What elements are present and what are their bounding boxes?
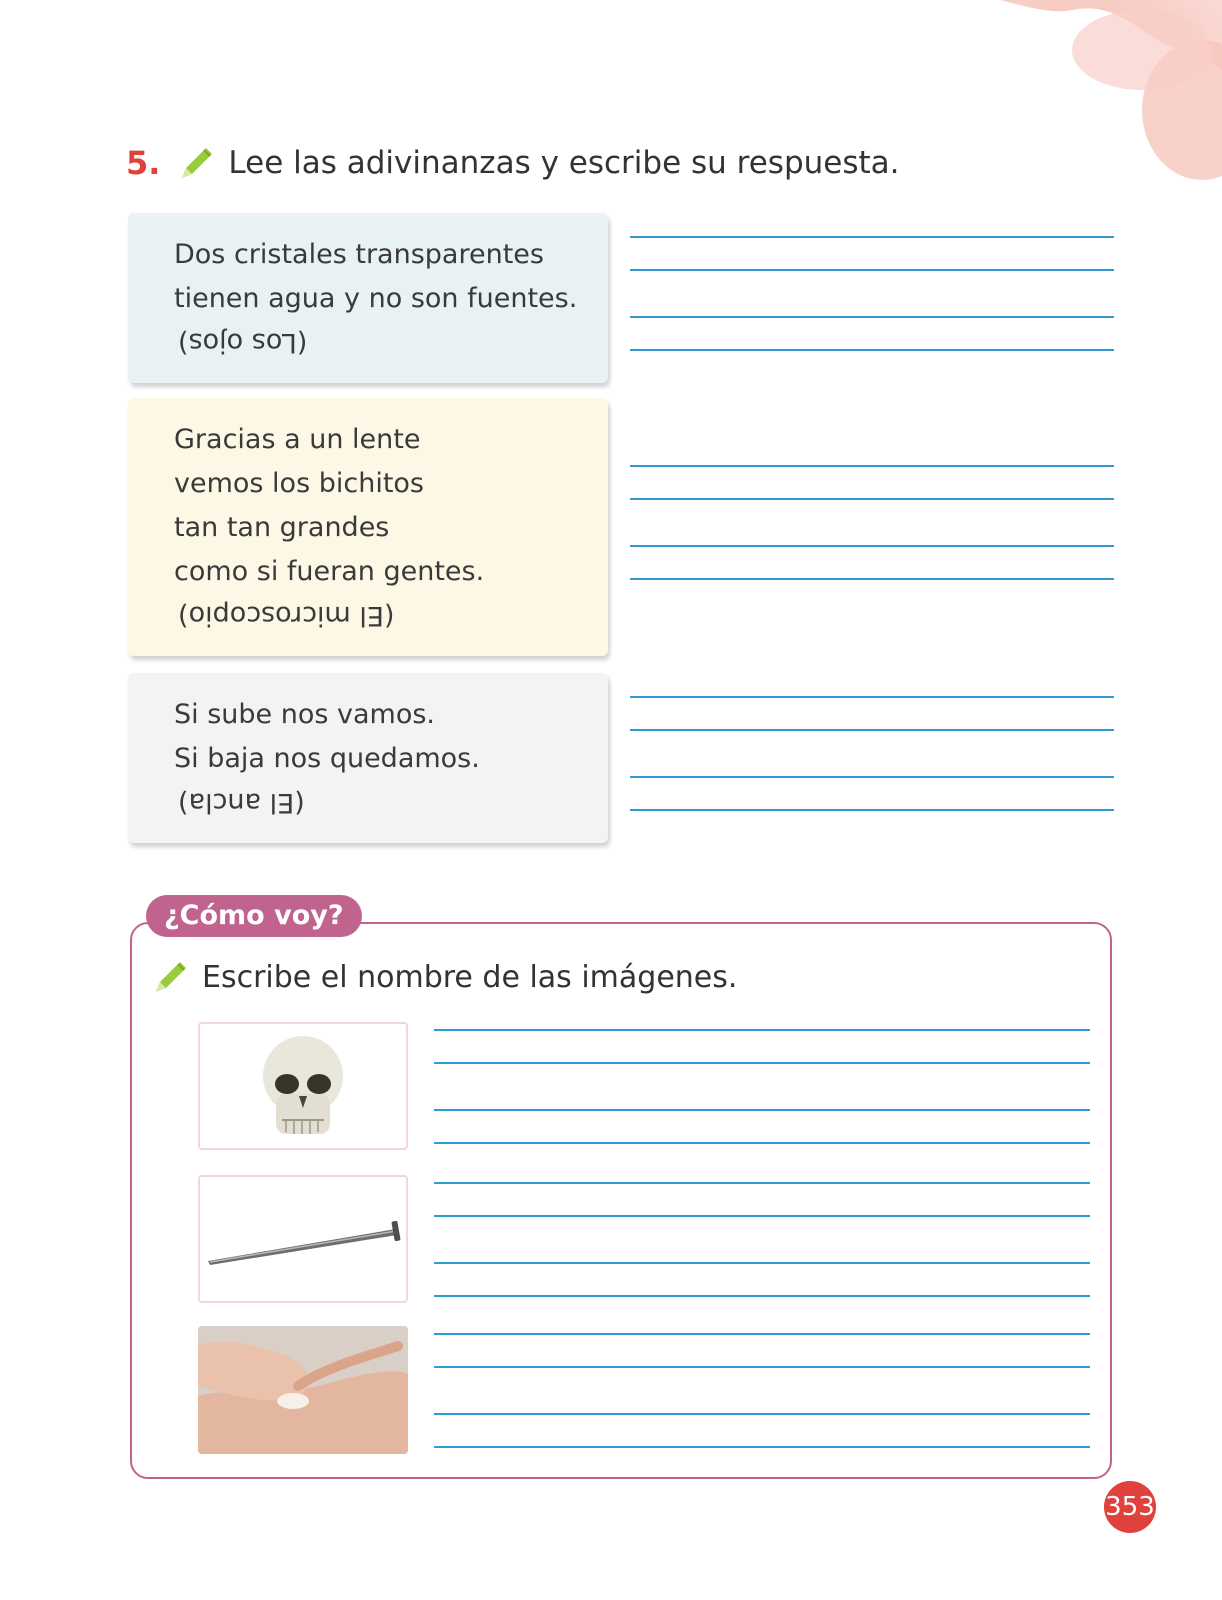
exercise-number: 5.: [126, 144, 161, 182]
writing-line[interactable]: [630, 269, 1114, 271]
writing-line[interactable]: [630, 809, 1114, 811]
page-number: 353: [1104, 1481, 1156, 1533]
riddle-card-3: [128, 673, 608, 843]
riddle-card-2: [128, 398, 608, 656]
riddle-line: Si sube nos vamos.: [174, 699, 436, 730]
writing-line[interactable]: [630, 545, 1114, 547]
writing-line[interactable]: [630, 729, 1114, 731]
riddle-line: tan tan grandes: [174, 512, 390, 543]
writing-line[interactable]: [630, 578, 1114, 580]
writing-line[interactable]: [630, 498, 1114, 500]
writing-line[interactable]: [630, 465, 1114, 467]
writing-line[interactable]: [434, 1029, 1090, 1031]
riddle-line: tienen agua y no son fuentes.: [174, 283, 578, 314]
writing-line[interactable]: [434, 1413, 1090, 1415]
review-badge: ¿Cómo voy?: [146, 895, 362, 937]
review-header: [150, 956, 737, 998]
riddle-line: vemos los bichitos: [174, 468, 425, 499]
writing-line[interactable]: [630, 316, 1114, 318]
hands-cream-image: [198, 1326, 408, 1454]
pencil-icon: [176, 142, 218, 184]
writing-line[interactable]: [434, 1262, 1090, 1264]
skull-image: [198, 1022, 408, 1150]
riddle-answer-upside-down: (Los ojos): [178, 327, 308, 358]
writing-line[interactable]: [434, 1062, 1090, 1064]
riddle-card-1: [128, 213, 608, 383]
writing-line[interactable]: [630, 776, 1114, 778]
nail-image: [198, 1175, 408, 1303]
writing-line[interactable]: [630, 349, 1114, 351]
writing-line[interactable]: [630, 696, 1114, 698]
review-instruction: Escribe el nombre de las imágenes.: [202, 959, 738, 995]
riddle-line: Si baja nos quedamos.: [174, 743, 480, 774]
riddle-line: como si fueran gentes.: [174, 556, 485, 587]
exercise-header: [126, 142, 900, 184]
writing-line[interactable]: [434, 1366, 1090, 1368]
writing-line[interactable]: [630, 236, 1114, 238]
writing-line[interactable]: [434, 1446, 1090, 1448]
riddle-line: Dos cristales transparentes: [174, 239, 544, 270]
writing-line[interactable]: [434, 1295, 1090, 1297]
riddle-answer-upside-down: (El microscopio): [178, 600, 395, 631]
writing-line[interactable]: [434, 1333, 1090, 1335]
riddle-line: Gracias a un lente: [174, 424, 421, 455]
writing-line[interactable]: [434, 1142, 1090, 1144]
writing-line[interactable]: [434, 1109, 1090, 1111]
riddle-answer-upside-down: (El ancla): [178, 787, 305, 818]
pencil-icon: [150, 956, 192, 998]
writing-line[interactable]: [434, 1215, 1090, 1217]
exercise-instruction: Lee las adivinanzas y escribe su respuesta.: [228, 145, 900, 181]
writing-line[interactable]: [434, 1182, 1090, 1184]
